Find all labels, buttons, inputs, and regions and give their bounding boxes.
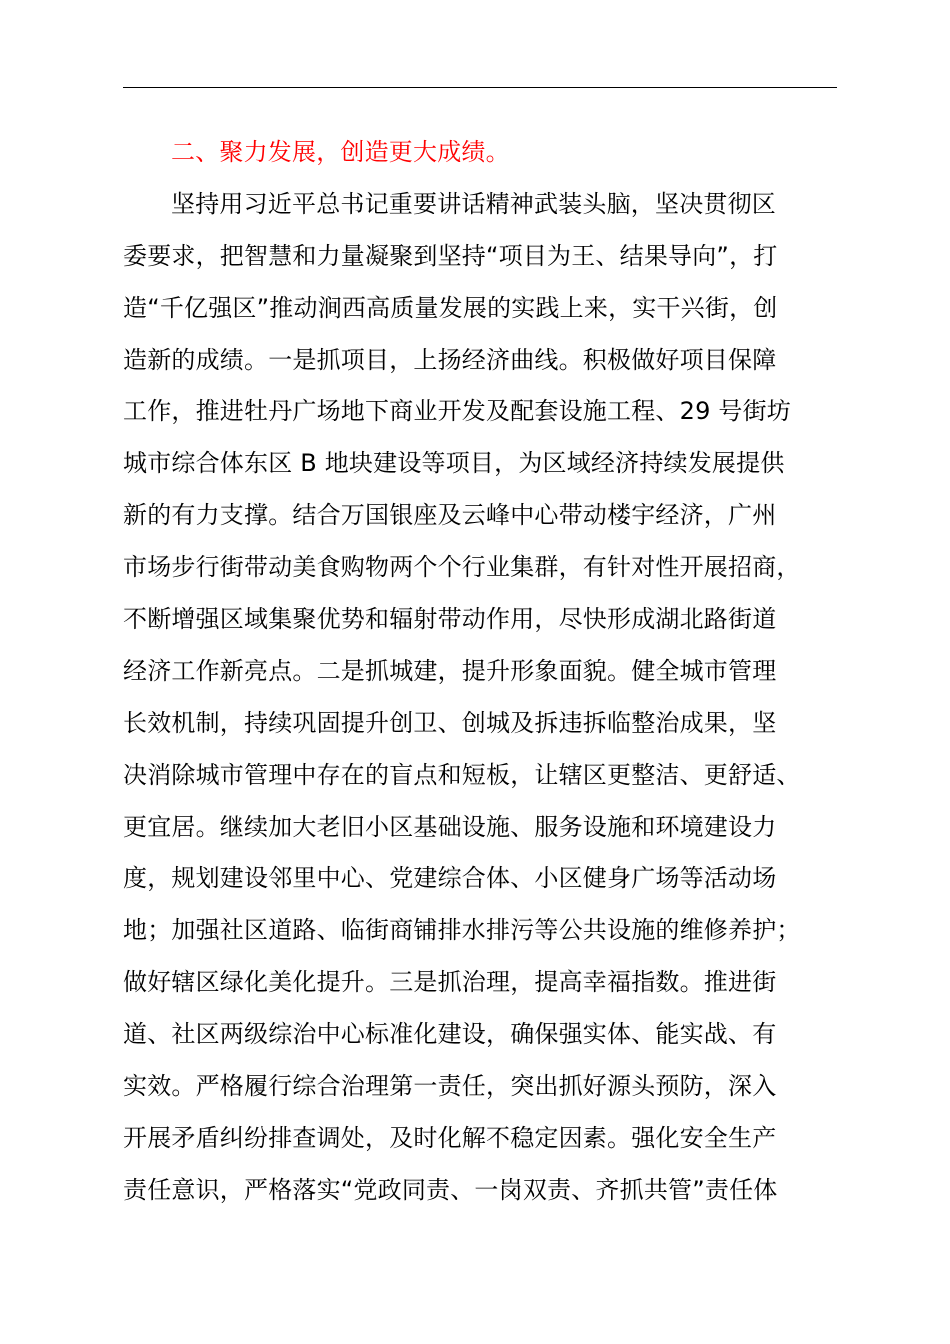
paragraph-line: 责任意识，严格落实“党政同责、一岗双责、齐抓共管”责任体 <box>123 1175 778 1204</box>
paragraph-line: 工作，推进牡丹广场地下商业开发及配套设施工程、29 号街坊 <box>123 397 791 426</box>
paragraph-line: 地；加强社区道路、临街商铺排水排污等公共设施的维修养护； <box>123 916 801 945</box>
paragraph-line: 经济工作新亮点。二是抓城建，提升形象面貌。健全城市管理 <box>123 656 777 685</box>
header-rule <box>123 87 837 88</box>
paragraph-line: 造“千亿强区”推动涧西高质量发展的实践上来，实干兴街，创 <box>123 293 778 322</box>
paragraph-line: 决消除城市管理中存在的盲点和短板，让辖区更整洁、更舒适、 <box>123 760 801 789</box>
paragraph-line: 长效机制，持续巩固提升创卫、创城及拆违拆临整治成果，坚 <box>123 708 777 737</box>
paragraph-line: 做好辖区绿化美化提升。三是抓治理，提高幸福指数。推进街 <box>123 968 777 997</box>
paragraph-line: 度，规划建设邻里中心、党建综合体、小区健身广场等活动场 <box>123 864 777 893</box>
paragraph-line: 造新的成绩。一是抓项目，上扬经济曲线。积极做好项目保障 <box>123 345 777 374</box>
paragraph-line: 实效。严格履行综合治理第一责任，突出抓好源头预防，深入 <box>123 1072 777 1101</box>
section-heading: 二、聚力发展，创造更大成绩。 <box>171 138 510 166</box>
document-body <box>123 127 863 1217</box>
paragraph-line: 委要求，把智慧和力量凝聚到坚持“项目为王、结果导向”，打 <box>123 241 778 270</box>
paragraph-line: 城市综合体东区 B 地块建设等项目，为区域经济持续发展提供 <box>123 449 785 478</box>
paragraph-line: 开展矛盾纠纷排查调处，及时化解不稳定因素。强化安全生产 <box>123 1123 777 1152</box>
paragraph-line: 不断增强区域集聚优势和辐射带动作用，尽快形成湖北路街道 <box>123 605 777 634</box>
paragraph-line: 更宜居。继续加大老旧小区基础设施、服务设施和环境建设力 <box>123 812 777 841</box>
paragraph-line: 市场步行街带动美食购物两个个行业集群，有针对性开展招商， <box>123 553 801 582</box>
paragraph-line: 道、社区两级综治中心标准化建设，确保强实体、能实战、有 <box>123 1020 777 1049</box>
paragraph-line: 新的有力支撑。结合万国银座及云峰中心带动楼宇经济，广州 <box>123 501 777 530</box>
paragraph-line: 坚持用习近平总书记重要讲话精神武装头脑，坚决贯彻区 <box>171 189 776 218</box>
